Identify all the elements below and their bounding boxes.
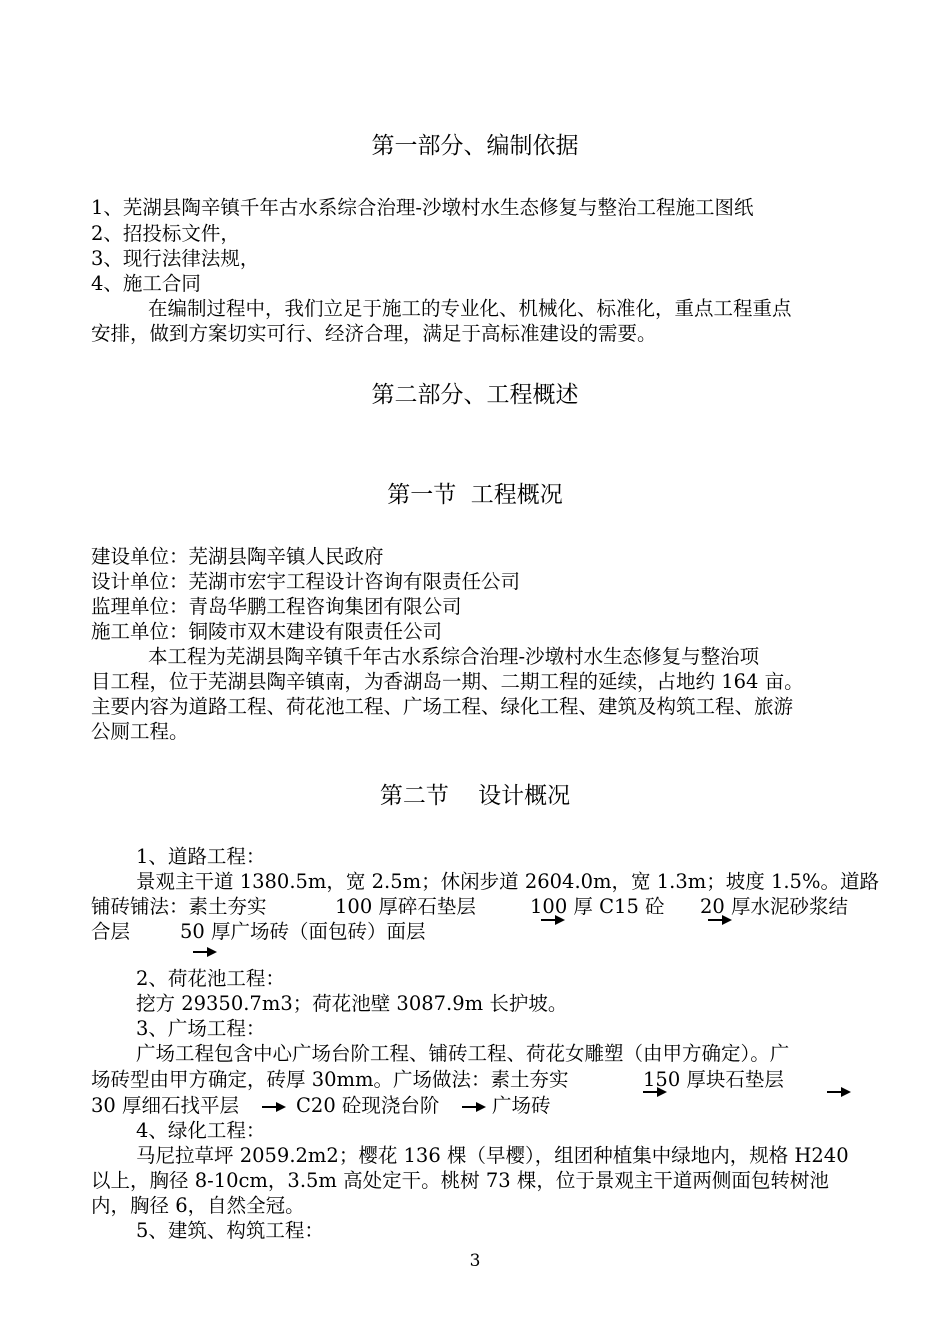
plaza-line-3-segment-1: 30 厚细石找平层 — [91, 1094, 240, 1117]
road-title: 1、道路工程： — [136, 845, 266, 868]
road-line-2-segment-1: 铺砖铺法：素土夯实 — [91, 895, 267, 918]
basis-item-4: 4、施工合同 — [91, 272, 201, 295]
arrow-right-icon — [262, 1101, 286, 1113]
contractor-unit: 施工单位：铜陵市双木建设有限责任公司 — [91, 620, 443, 643]
section1-paragraph-line-3: 主要内容为道路工程、荷花池工程、广场工程、绿化工程、建筑及构筑工程、旅游 — [91, 695, 794, 718]
arrow-right-icon — [541, 914, 565, 926]
arrow-right-icon — [462, 1101, 486, 1113]
greening-title: 4、绿化工程： — [136, 1119, 266, 1142]
arrow-right-icon — [193, 946, 217, 958]
arrow-right-icon — [708, 914, 732, 926]
section1-heading: 第一节 工程概况 — [387, 482, 563, 508]
basis-item-3: 3、现行法律法规， — [91, 247, 260, 270]
greening-line-1: 马尼拉草坪 2059.2m2；樱花 136 棵（早樱），组团种植集中绿地内，规格 H240 — [136, 1144, 849, 1167]
part1-paragraph-line-1: 在编制过程中，我们立足于施工的专业化、机械化、标准化，重点工程重点 — [148, 297, 792, 320]
plaza-line-2-segment-2: 150 厚块石垫层 — [643, 1068, 784, 1091]
road-line-3-segment-1: 合层 — [91, 920, 131, 943]
road-line-2-segment-2: 100 厚碎石垫层 — [335, 895, 476, 918]
part1-heading: 第一部分、编制依据 — [371, 133, 579, 159]
road-line-3-segment-2: 50 厚广场砖（面包砖）面层 — [180, 920, 426, 943]
road-line-2-segment-4: 20 厚水泥砂浆结 — [700, 895, 849, 918]
part2-heading: 第二部分、工程概述 — [371, 382, 579, 408]
section2-heading: 第二节 设计概况 — [379, 783, 571, 809]
plaza-line-1: 广场工程包含中心广场台阶工程、铺砖工程、荷花女雕塑（由甲方确定）。广 — [136, 1042, 790, 1065]
basis-item-1: 1、芜湖县陶辛镇千年古水系综合治理-沙墩村水生态修复与整治工程施工图纸 — [91, 196, 754, 219]
page-number: 3 — [469, 1251, 481, 1271]
arrow-right-icon — [643, 1086, 667, 1098]
supervision-unit: 监理单位：青岛华鹏工程咨询集团有限公司 — [91, 595, 462, 618]
basis-item-2: 2、招投标文件， — [91, 222, 240, 245]
building-title: 5、建筑、构筑工程： — [136, 1219, 324, 1242]
section1-paragraph-line-2: 目工程，位于芜湖县陶辛镇南，为香湖岛一期、二期工程的延续，占地约 164 亩。 — [91, 670, 804, 693]
plaza-line-3-segment-3: 广场砖 — [492, 1094, 551, 1117]
road-line-1: 景观主干道 1380.5m，宽 2.5m；休闲步道 2604.0m，宽 1.3m；坡度 1.5%。道路 — [136, 870, 879, 893]
plaza-line-3-segment-2: C20 砼现浇台阶 — [296, 1094, 440, 1117]
design-unit: 设计单位：芜湖市宏宇工程设计咨询有限责任公司 — [91, 570, 521, 593]
greening-line-3: 内，胸径 6，自然全冠。 — [91, 1194, 305, 1217]
plaza-line-2-segment-1: 场砖型由甲方确定，砖厚 30mm。广场做法：素土夯实 — [91, 1068, 569, 1091]
section1-paragraph-line-4: 公厕工程。 — [91, 720, 189, 743]
road-line-2-segment-3: 100 厚 C15 砼 — [530, 895, 665, 918]
greening-line-2: 以上，胸径 8-10cm，3.5m 高处定干。桃树 73 棵，位于景观主干道两侧面包转树池 — [91, 1169, 829, 1192]
plaza-title: 3、广场工程： — [136, 1017, 266, 1040]
construction-unit: 建设单位：芜湖县陶辛镇人民政府 — [91, 545, 384, 568]
lotus-title: 2、荷花池工程： — [136, 967, 285, 990]
section1-paragraph-line-1: 本工程为芜湖县陶辛镇千年古水系综合治理-沙墩村水生态修复与整治项 — [148, 645, 760, 668]
lotus-line-1: 挖方 29350.7m3；荷花池壁 3087.9m 长护坡。 — [136, 992, 568, 1015]
part1-paragraph-line-2: 安排，做到方案切实可行、经济合理，满足于高标准建设的需要。 — [91, 322, 657, 345]
arrow-right-icon — [827, 1086, 851, 1098]
